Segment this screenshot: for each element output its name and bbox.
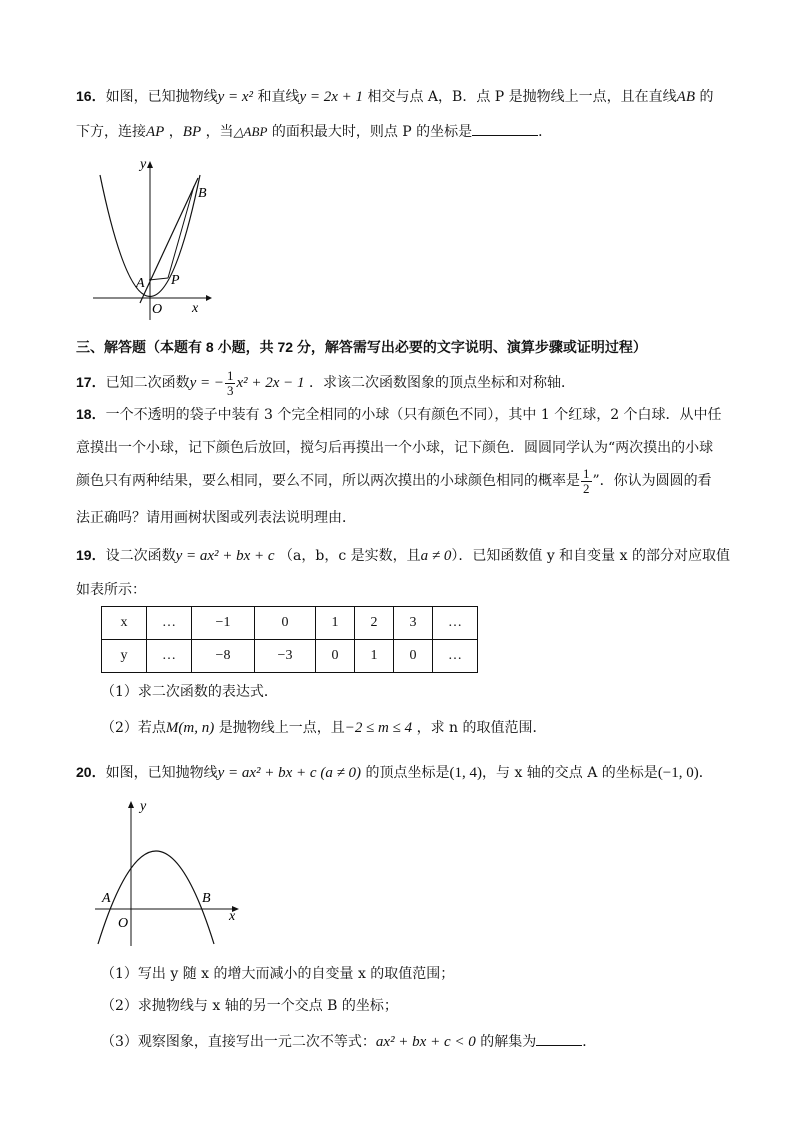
q18-line-2 (76, 438, 713, 458)
table-cell: 0 (255, 607, 316, 640)
x-axis-arrow (206, 295, 212, 301)
q16-ap: AP (146, 124, 165, 140)
segment-bp (168, 186, 194, 278)
q19-line-1 (76, 545, 730, 566)
q16-line-eq: y = 2x + 1 (299, 89, 364, 105)
q20-text: 的顶点坐标是 (365, 765, 450, 781)
q16-ab: AB (676, 89, 695, 105)
table-cell: 2 (355, 607, 394, 640)
line-ab (140, 178, 198, 303)
q20-point-a: (−1, 0) (657, 765, 699, 781)
q20-part-1-text: （1）写出 y 随 x 的增大而减小的自变量 x 的取值范围； (101, 966, 455, 982)
frac-denominator: 2 (583, 480, 590, 496)
q18-line-1 (76, 404, 722, 425)
table-cell: y (102, 640, 147, 673)
q20-vertex: (1, 4) (449, 765, 482, 781)
q16-comma: ， (168, 124, 183, 140)
q17-line (76, 367, 575, 398)
q18-text: 一个不透明的袋子中装有 3 个完全相同的小球（只有颜色不同），其中 1 个红球，2 个白球．从中任 (105, 407, 722, 423)
q20-part-1 (101, 964, 454, 984)
q20-part-3 (101, 1031, 596, 1052)
value-table (101, 606, 478, 673)
parabola-curve (98, 851, 214, 944)
q19-text: 设二次函数 (105, 548, 176, 564)
q16-text: 的 (699, 89, 714, 105)
q18-fraction (581, 467, 592, 496)
q18-text: ”．你认为圆圆的看 (592, 473, 712, 489)
q16-text: 相交与点 A，B．点 P 是抛物线上一点，且在直线 (367, 89, 677, 105)
q20-text: ，与 x 轴的交点 A 的坐标是 (482, 765, 658, 781)
q20-line-1 (76, 762, 713, 783)
table-cell: −1 (192, 607, 255, 640)
q17-text: ．求该二次函数图象的顶点坐标和对称轴． (309, 375, 575, 391)
label-p: P (171, 273, 180, 288)
label-x: x (229, 909, 236, 924)
label-o: O (118, 916, 129, 931)
table-row (102, 607, 478, 640)
label-a: A (136, 276, 145, 291)
label-a: A (102, 891, 111, 906)
q16-text: ，当 (205, 124, 234, 140)
label-y: y (140, 157, 147, 172)
q16-text: 和直线 (257, 89, 300, 105)
table-cell: 0 (394, 640, 433, 673)
q20-text: 如图，已知抛物线 (105, 765, 218, 781)
q16-line-2 (76, 121, 552, 142)
frac-numerator: 1 (226, 367, 234, 383)
label-o: O (152, 302, 163, 317)
table-cell: … (433, 607, 478, 640)
q16-triangle: △ABP (233, 124, 268, 139)
q17-eq-rhs: x² + 2x − 1 (236, 375, 305, 391)
q20-end: ． (582, 1034, 597, 1050)
section-3-heading: 三、解答题（本题有 8 小题，共 72 分，解答需写出必要的文字说明、演算步骤或证明过程） (76, 339, 647, 355)
q19-line-2 (76, 580, 146, 600)
q20-figure (90, 796, 250, 956)
q19-text: 如表所示： (76, 582, 146, 598)
q17-fraction (225, 369, 236, 398)
q19-cond: a ≠ 0 (420, 548, 452, 564)
q18-line-3 (76, 466, 712, 496)
q16-bp: BP (182, 124, 202, 140)
q16-text: 下方，连接 (76, 124, 146, 140)
q16-parabola-eq: y = x² (217, 89, 254, 105)
q19-part-2 (101, 718, 547, 738)
q18-text: 意摸出一个小球，记下颜色后放回，搅匀后再摸出一个小球，记下颜色．圆圆同学认为“两次摸出的小球 (76, 440, 714, 456)
table-cell: … (433, 640, 478, 673)
q18-text: 法正确吗？请用画树状图或列表法说明理由． (76, 510, 356, 526)
q20-answer-blank[interactable] (536, 1031, 582, 1046)
q20-number: 20． (76, 764, 106, 780)
q17-eq-lhs: y = − (189, 375, 224, 391)
table-cell: x (102, 607, 147, 640)
table-cell: −3 (255, 640, 316, 673)
q19-text: （2）若点 (101, 720, 166, 736)
label-b: B (198, 186, 207, 201)
q16-text: 的面积最大时，则点 P 的坐标是 (271, 124, 473, 140)
q19-part-1 (101, 682, 278, 702)
table-cell: 0 (316, 640, 355, 673)
y-axis-arrow (128, 801, 134, 808)
table-cell: … (147, 640, 192, 673)
q19-text: （a，b，c 是实数，且 (279, 548, 421, 564)
table-cell: −8 (192, 640, 255, 673)
q19-range: −2 ≤ m ≤ 4 (344, 720, 413, 736)
label-x: x (192, 301, 199, 316)
q19-text: ，求 n 的取值范围． (416, 720, 547, 736)
q16-number: 16． (76, 88, 106, 104)
q16-figure (88, 150, 218, 325)
q16-answer-blank[interactable] (472, 121, 538, 136)
q20-text: 的解集为 (480, 1034, 537, 1050)
frac-denominator: 3 (226, 382, 234, 398)
q20-eq: y = ax² + bx + c (a ≠ 0) (217, 765, 362, 781)
label-y: y (140, 799, 147, 814)
table-row (102, 640, 478, 673)
table-cell: 1 (355, 640, 394, 673)
q19-text: 是抛物线上一点，且 (218, 720, 345, 736)
q16-text: 如图，已知抛物线 (105, 89, 218, 105)
q18-number: 18． (76, 406, 106, 422)
q19-eq: y = ax² + bx + c (175, 548, 275, 564)
label-b: B (202, 891, 211, 906)
q20-part-2 (101, 996, 398, 1016)
q20-end: ． (698, 765, 713, 781)
q19-text: ）．已知函数值 y 和自变量 x 的部分对应取值 (451, 548, 730, 564)
q19-part-1-text: （1）求二次函数的表达式． (101, 684, 278, 700)
table-cell: … (147, 607, 192, 640)
q19-point-m: M(m, n) (165, 720, 215, 736)
q18-line-4 (76, 508, 356, 528)
q20-text: （3）观察图象，直接写出一元二次不等式： (101, 1034, 376, 1050)
q16-end: ． (538, 124, 553, 140)
q17-text: 已知二次函数 (105, 375, 190, 391)
q16-line-1 (76, 86, 713, 107)
y-axis-arrow (147, 161, 153, 168)
q20-part-2-text: （2）求抛物线与 x 轴的另一个交点 B 的坐标； (101, 998, 398, 1014)
q20-inequality: ax² + bx + c < 0 (375, 1034, 476, 1050)
table-cell: 3 (394, 607, 433, 640)
q17-number: 17． (76, 374, 106, 390)
frac-numerator: 1 (583, 465, 590, 481)
q18-text: 颜色只有两种结果，要么相同，要么不同，所以两次摸出的小球颜色相同的概率是 (76, 473, 580, 489)
q19-number: 19． (76, 547, 106, 563)
table-cell: 1 (316, 607, 355, 640)
